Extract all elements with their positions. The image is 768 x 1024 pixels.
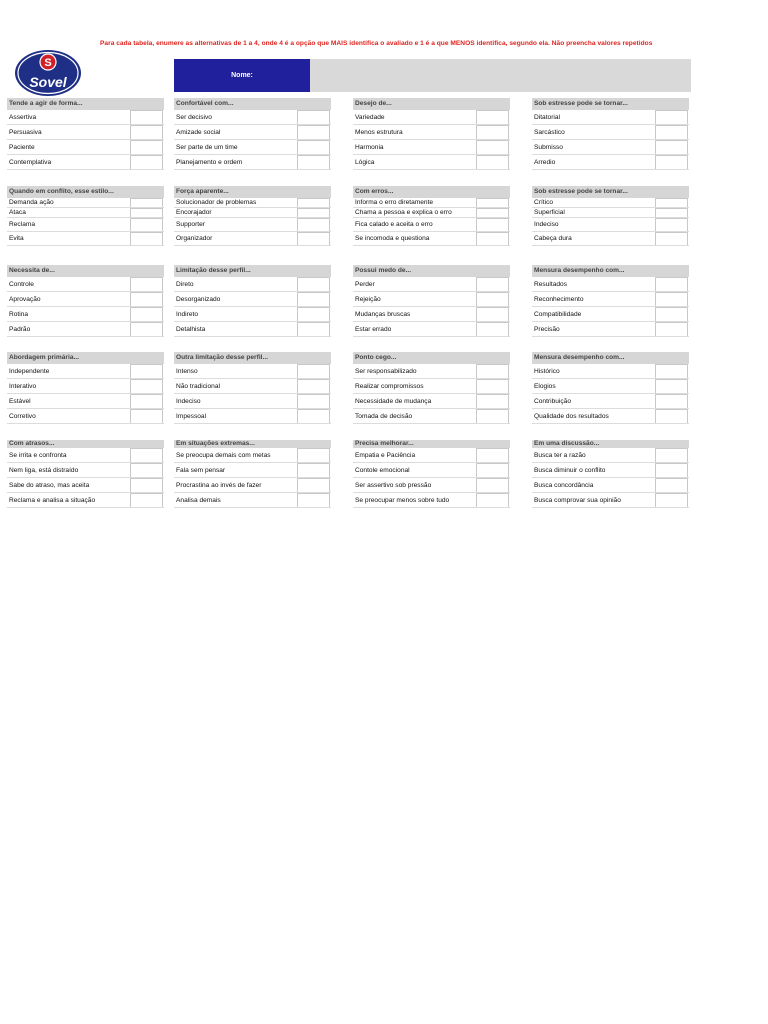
option-label: Ser decisivo	[176, 113, 212, 121]
table-title: Em situações extremas...	[174, 440, 331, 448]
rank-input-cell[interactable]	[297, 493, 330, 507]
option-label: Estar errado	[355, 325, 392, 333]
rank-input-cell[interactable]	[476, 218, 509, 231]
table-row	[174, 292, 331, 307]
table-row	[7, 448, 164, 463]
table-title: Possui medo de...	[353, 265, 510, 277]
rank-input-cell[interactable]	[297, 292, 330, 306]
table-row	[7, 364, 164, 379]
table-row	[7, 125, 164, 140]
rank-input-cell[interactable]	[297, 463, 330, 477]
option-label: Elogios	[534, 382, 556, 390]
rank-input-cell[interactable]	[476, 379, 509, 393]
rank-input-cell[interactable]	[130, 198, 163, 207]
table-row	[353, 198, 510, 208]
rank-input-cell[interactable]	[297, 208, 330, 217]
rank-input-cell[interactable]	[655, 379, 688, 393]
question-table	[7, 440, 164, 508]
option-label: Se irrita e confronta	[9, 451, 67, 459]
rank-input-cell[interactable]	[297, 322, 330, 336]
table-row	[174, 409, 331, 424]
table-row	[353, 155, 510, 170]
table-row	[7, 198, 164, 208]
rank-input-cell[interactable]	[297, 140, 330, 154]
table-row	[532, 110, 689, 125]
table-row	[174, 140, 331, 155]
option-label: Compatibilidade	[534, 310, 582, 318]
table-row	[353, 448, 510, 463]
rank-input-cell[interactable]	[297, 448, 330, 462]
question-table	[174, 186, 331, 246]
rank-input-cell[interactable]	[655, 448, 688, 462]
option-label: Detalhista	[176, 325, 206, 333]
table-title: Outra limitação desse perfil...	[174, 352, 331, 364]
table-row	[353, 208, 510, 218]
option-label: Organizador	[176, 235, 213, 242]
option-label: Precisão	[534, 325, 560, 333]
table-title: Quando em conflito, esse estilo...	[7, 186, 164, 198]
table-row	[174, 110, 331, 125]
question-table	[7, 186, 164, 246]
option-label: Ataca	[9, 209, 26, 216]
option-label: Planejamento e ordem	[176, 158, 243, 166]
rank-input-cell[interactable]	[655, 409, 688, 423]
question-table	[532, 440, 689, 508]
option-label: Sabe do atraso, mas aceita	[9, 481, 90, 489]
table-row	[532, 409, 689, 424]
rank-input-cell[interactable]	[130, 208, 163, 217]
question-table	[174, 265, 331, 337]
table-row	[174, 125, 331, 140]
option-label: Busca ter a razão	[534, 451, 586, 459]
table-row	[7, 155, 164, 170]
option-label: Amizade social	[176, 128, 221, 136]
option-label: Chama a pessoa e explica o erro	[355, 209, 452, 216]
rank-input-cell[interactable]	[130, 478, 163, 492]
question-table	[532, 265, 689, 337]
option-label: Ser parte de um time	[176, 143, 238, 151]
option-label: Analisa demais	[176, 496, 221, 504]
rank-input-cell[interactable]	[130, 493, 163, 507]
table-row	[532, 155, 689, 170]
table-title: Força aparente...	[174, 186, 331, 198]
option-label: Tomada de decisão	[355, 412, 413, 420]
rank-input-cell[interactable]	[297, 125, 330, 139]
question-table	[7, 352, 164, 424]
rank-input-cell[interactable]	[297, 232, 330, 245]
table-row	[353, 409, 510, 424]
rank-input-cell[interactable]	[297, 155, 330, 169]
rank-input-cell[interactable]	[130, 364, 163, 378]
rank-input-cell[interactable]	[476, 292, 509, 306]
option-label: Encorajador	[176, 209, 212, 216]
rank-input-cell[interactable]	[655, 322, 688, 336]
table-row	[532, 198, 689, 208]
rank-input-cell[interactable]	[476, 409, 509, 423]
rank-input-cell[interactable]	[297, 198, 330, 207]
table-row	[532, 448, 689, 463]
rank-input-cell[interactable]	[476, 110, 509, 124]
option-label: Indeciso	[534, 221, 559, 228]
table-row	[353, 493, 510, 508]
rank-input-cell[interactable]	[130, 307, 163, 321]
rank-input-cell[interactable]	[130, 277, 163, 291]
table-row	[353, 394, 510, 409]
table-row	[353, 379, 510, 394]
option-label: Contemplativa	[9, 158, 52, 166]
option-label: Perder	[355, 280, 375, 288]
table-row	[174, 307, 331, 322]
rank-input-cell[interactable]	[655, 208, 688, 217]
option-label: Se preocupa demais com metas	[176, 451, 271, 459]
question-table	[7, 98, 164, 170]
table-row	[7, 478, 164, 493]
rank-input-cell[interactable]	[476, 493, 509, 507]
option-label: Indeciso	[176, 397, 201, 405]
question-table	[532, 98, 689, 170]
table-row	[353, 140, 510, 155]
rank-input-cell[interactable]	[297, 394, 330, 408]
option-label: Ser responsabilizado	[355, 367, 417, 375]
option-label: Mudanças bruscas	[355, 310, 411, 318]
rank-input-cell[interactable]	[655, 463, 688, 477]
table-row	[7, 394, 164, 409]
rank-input-cell[interactable]	[297, 409, 330, 423]
question-table	[353, 265, 510, 337]
option-label: Informa o erro diretamente	[355, 199, 434, 206]
question-table	[353, 186, 510, 246]
rank-input-cell[interactable]	[297, 379, 330, 393]
rank-input-cell[interactable]	[130, 394, 163, 408]
table-row	[353, 232, 510, 246]
option-label: Procrastina ao invés de fazer	[176, 481, 262, 489]
table-row	[7, 208, 164, 218]
table-row	[174, 394, 331, 409]
table-row	[7, 322, 164, 337]
option-label: Padrão	[9, 325, 31, 333]
rank-input-cell[interactable]	[130, 322, 163, 336]
table-row	[174, 232, 331, 246]
svg-text:S: S	[44, 57, 52, 69]
option-label: Reclama e analisa a situação	[9, 496, 96, 504]
rank-input-cell[interactable]	[297, 364, 330, 378]
rank-input-cell[interactable]	[476, 155, 509, 169]
option-label: Corretivo	[9, 412, 36, 420]
table-row	[7, 232, 164, 246]
option-label: Resultados	[534, 280, 567, 288]
rank-input-cell[interactable]	[130, 448, 163, 462]
option-label: Direto	[176, 280, 194, 288]
rank-input-cell[interactable]	[130, 379, 163, 393]
table-row	[7, 292, 164, 307]
rank-input-cell[interactable]	[655, 277, 688, 291]
rank-input-cell[interactable]	[655, 125, 688, 139]
rank-input-cell[interactable]	[655, 218, 688, 231]
rank-input-cell[interactable]	[476, 394, 509, 408]
table-row	[7, 140, 164, 155]
rank-input-cell[interactable]	[476, 232, 509, 245]
table-title: Precisa melhorar...	[353, 440, 510, 448]
question-table	[174, 352, 331, 424]
question-table	[174, 98, 331, 170]
table-row	[532, 292, 689, 307]
table-row	[353, 292, 510, 307]
option-label: Persuasiva	[9, 128, 42, 136]
rank-input-cell[interactable]	[130, 140, 163, 154]
table-row	[532, 208, 689, 218]
table-row	[532, 140, 689, 155]
rank-input-cell[interactable]	[655, 307, 688, 321]
rank-input-cell[interactable]	[655, 292, 688, 306]
table-row	[353, 277, 510, 292]
rank-input-cell[interactable]	[130, 409, 163, 423]
table-row	[353, 307, 510, 322]
option-label: Se preocupar menos sobre tudo	[355, 496, 450, 504]
name-input[interactable]	[310, 59, 691, 92]
rank-input-cell[interactable]	[130, 218, 163, 231]
table-row	[174, 198, 331, 208]
rank-input-cell[interactable]	[655, 140, 688, 154]
option-label: Ditatorial	[534, 113, 561, 121]
table-title: Em uma discussão...	[532, 440, 689, 448]
option-label: Busca diminuir o conflito	[534, 466, 606, 474]
table-row	[353, 478, 510, 493]
option-label: Cabeça dura	[534, 235, 572, 242]
table-title: Ponto cego...	[353, 352, 510, 364]
rank-input-cell[interactable]	[130, 232, 163, 245]
rank-input-cell[interactable]	[476, 307, 509, 321]
table-title: Sob estresse pode se tornar...	[532, 98, 689, 110]
rank-input-cell[interactable]	[476, 463, 509, 477]
rank-input-cell[interactable]	[476, 125, 509, 139]
rank-input-cell[interactable]	[476, 322, 509, 336]
option-label: Ser assertivo sob pressão	[355, 481, 432, 489]
question-table	[353, 98, 510, 170]
svg-text:Sovel: Sovel	[29, 74, 67, 90]
table-row	[7, 379, 164, 394]
table-row	[532, 394, 689, 409]
table-row	[7, 493, 164, 508]
table-row	[353, 218, 510, 232]
option-label: Reconhecimento	[534, 295, 584, 303]
table-row	[353, 125, 510, 140]
table-row	[174, 322, 331, 337]
option-label: Busca comprovar sua opinião	[534, 496, 621, 504]
option-label: Histórico	[534, 367, 560, 375]
table-row	[532, 307, 689, 322]
table-row	[174, 463, 331, 478]
rank-input-cell[interactable]	[297, 277, 330, 291]
table-row	[7, 218, 164, 232]
table-row	[174, 155, 331, 170]
rank-input-cell[interactable]	[476, 208, 509, 217]
table-title: Abordagem primária...	[7, 352, 164, 364]
table-title: Mensura desempenho com...	[532, 265, 689, 277]
option-label: Independente	[9, 367, 50, 375]
table-row	[174, 277, 331, 292]
option-label: Necessidade de mudança	[355, 397, 432, 405]
rank-input-cell[interactable]	[655, 155, 688, 169]
option-label: Intenso	[176, 367, 198, 375]
rank-input-cell[interactable]	[476, 140, 509, 154]
option-label: Demanda ação	[9, 199, 54, 206]
table-title: Com atrasos...	[7, 440, 164, 448]
instruction-text: Para cada tabela, enumere as alternativas de 1 a 4, onde 4 é a opção que MAIS identifica o avaliado e 1 é a que MENOS identifica, segundo ela. Não preencha valores repetidos	[100, 40, 653, 47]
option-label: Fica calado e aceita o erro	[355, 221, 433, 228]
option-label: Nem liga, está distraído	[9, 466, 79, 474]
option-label: Harmonia	[355, 143, 384, 151]
option-label: Menos estrutura	[355, 128, 403, 136]
option-label: Reclama	[9, 221, 36, 228]
table-title: Desejo de...	[353, 98, 510, 110]
name-label: Nome:	[174, 59, 310, 92]
question-table	[532, 186, 689, 246]
table-row	[7, 110, 164, 125]
rank-input-cell[interactable]	[476, 364, 509, 378]
table-row	[174, 208, 331, 218]
rank-input-cell[interactable]	[655, 478, 688, 492]
option-label: Solucionador de problemas	[176, 199, 257, 206]
rank-input-cell[interactable]	[297, 307, 330, 321]
table-row	[174, 448, 331, 463]
option-label: Lógica	[355, 158, 375, 166]
table-row	[174, 218, 331, 232]
rank-input-cell[interactable]	[476, 198, 509, 207]
rank-input-cell[interactable]	[655, 394, 688, 408]
option-label: Supporter	[176, 221, 205, 228]
table-row	[532, 218, 689, 232]
option-label: Interativo	[9, 382, 37, 390]
rank-input-cell[interactable]	[655, 493, 688, 507]
table-row	[7, 463, 164, 478]
rank-input-cell[interactable]	[297, 110, 330, 124]
question-table	[174, 440, 331, 508]
rank-input-cell[interactable]	[130, 155, 163, 169]
option-label: Se incomoda e questiona	[355, 235, 430, 242]
option-label: Impessoal	[176, 412, 207, 420]
table-title: Tende a agir de forma...	[7, 98, 164, 110]
rank-input-cell[interactable]	[476, 478, 509, 492]
option-label: Arredio	[534, 158, 556, 166]
table-row	[532, 322, 689, 337]
table-row	[353, 463, 510, 478]
rank-input-cell[interactable]	[130, 110, 163, 124]
option-label: Empatia e Paciência	[355, 451, 416, 459]
table-row	[174, 493, 331, 508]
question-table	[7, 265, 164, 337]
option-label: Realizar compromissos	[355, 382, 424, 390]
table-row	[174, 364, 331, 379]
table-title: Com erros...	[353, 186, 510, 198]
option-label: Rotina	[9, 310, 29, 318]
table-row	[353, 364, 510, 379]
table-row	[532, 478, 689, 493]
table-row	[7, 307, 164, 322]
rank-input-cell[interactable]	[655, 364, 688, 378]
table-row	[353, 322, 510, 337]
option-label: Evita	[9, 235, 24, 242]
table-row	[532, 232, 689, 246]
rank-input-cell[interactable]	[130, 292, 163, 306]
rank-input-cell[interactable]	[655, 110, 688, 124]
table-row	[532, 277, 689, 292]
table-title: Necessita de...	[7, 265, 164, 277]
table-row	[532, 463, 689, 478]
table-row	[174, 379, 331, 394]
rank-input-cell[interactable]	[130, 463, 163, 477]
table-title: Limitação desse perfil...	[174, 265, 331, 277]
sovel-logo	[14, 49, 82, 97]
table-row	[353, 110, 510, 125]
rank-input-cell[interactable]	[655, 198, 688, 207]
rank-input-cell[interactable]	[297, 478, 330, 492]
table-title: Confortável com...	[174, 98, 331, 110]
option-label: Estável	[9, 397, 31, 405]
option-label: Variedade	[355, 113, 385, 121]
option-label: Desorganizado	[176, 295, 221, 303]
name-bar	[174, 59, 691, 92]
table-title: Sob estresse pode se tornar...	[532, 186, 689, 198]
option-label: Busca concordância	[534, 481, 594, 489]
rank-input-cell[interactable]	[297, 218, 330, 231]
option-label: Sarcástico	[534, 128, 565, 136]
option-label: Contole emocional	[355, 466, 410, 474]
table-row	[7, 409, 164, 424]
question-table	[353, 440, 510, 508]
option-label: Rejeição	[355, 295, 381, 303]
table-row	[174, 478, 331, 493]
option-label: Submisso	[534, 143, 563, 151]
table-row	[532, 125, 689, 140]
table-row	[532, 379, 689, 394]
option-label: Não tradicional	[176, 382, 220, 390]
table-row	[532, 493, 689, 508]
rank-input-cell[interactable]	[476, 277, 509, 291]
question-table	[353, 352, 510, 424]
option-label: Contribuição	[534, 397, 572, 405]
rank-input-cell[interactable]	[130, 125, 163, 139]
option-label: Superficial	[534, 209, 565, 216]
option-label: Controle	[9, 280, 34, 288]
table-title: Mensura desempenho com...	[532, 352, 689, 364]
table-row	[7, 277, 164, 292]
option-label: Paciente	[9, 143, 35, 151]
option-label: Crítico	[534, 199, 554, 206]
option-label: Indireto	[176, 310, 198, 318]
option-label: Assertiva	[9, 113, 37, 121]
question-table	[532, 352, 689, 424]
option-label: Aprovação	[9, 295, 41, 303]
option-label: Fala sem pensar	[176, 466, 226, 474]
rank-input-cell[interactable]	[476, 448, 509, 462]
table-row	[532, 364, 689, 379]
option-label: Qualidade dos resultados	[534, 412, 609, 420]
rank-input-cell[interactable]	[655, 232, 688, 245]
